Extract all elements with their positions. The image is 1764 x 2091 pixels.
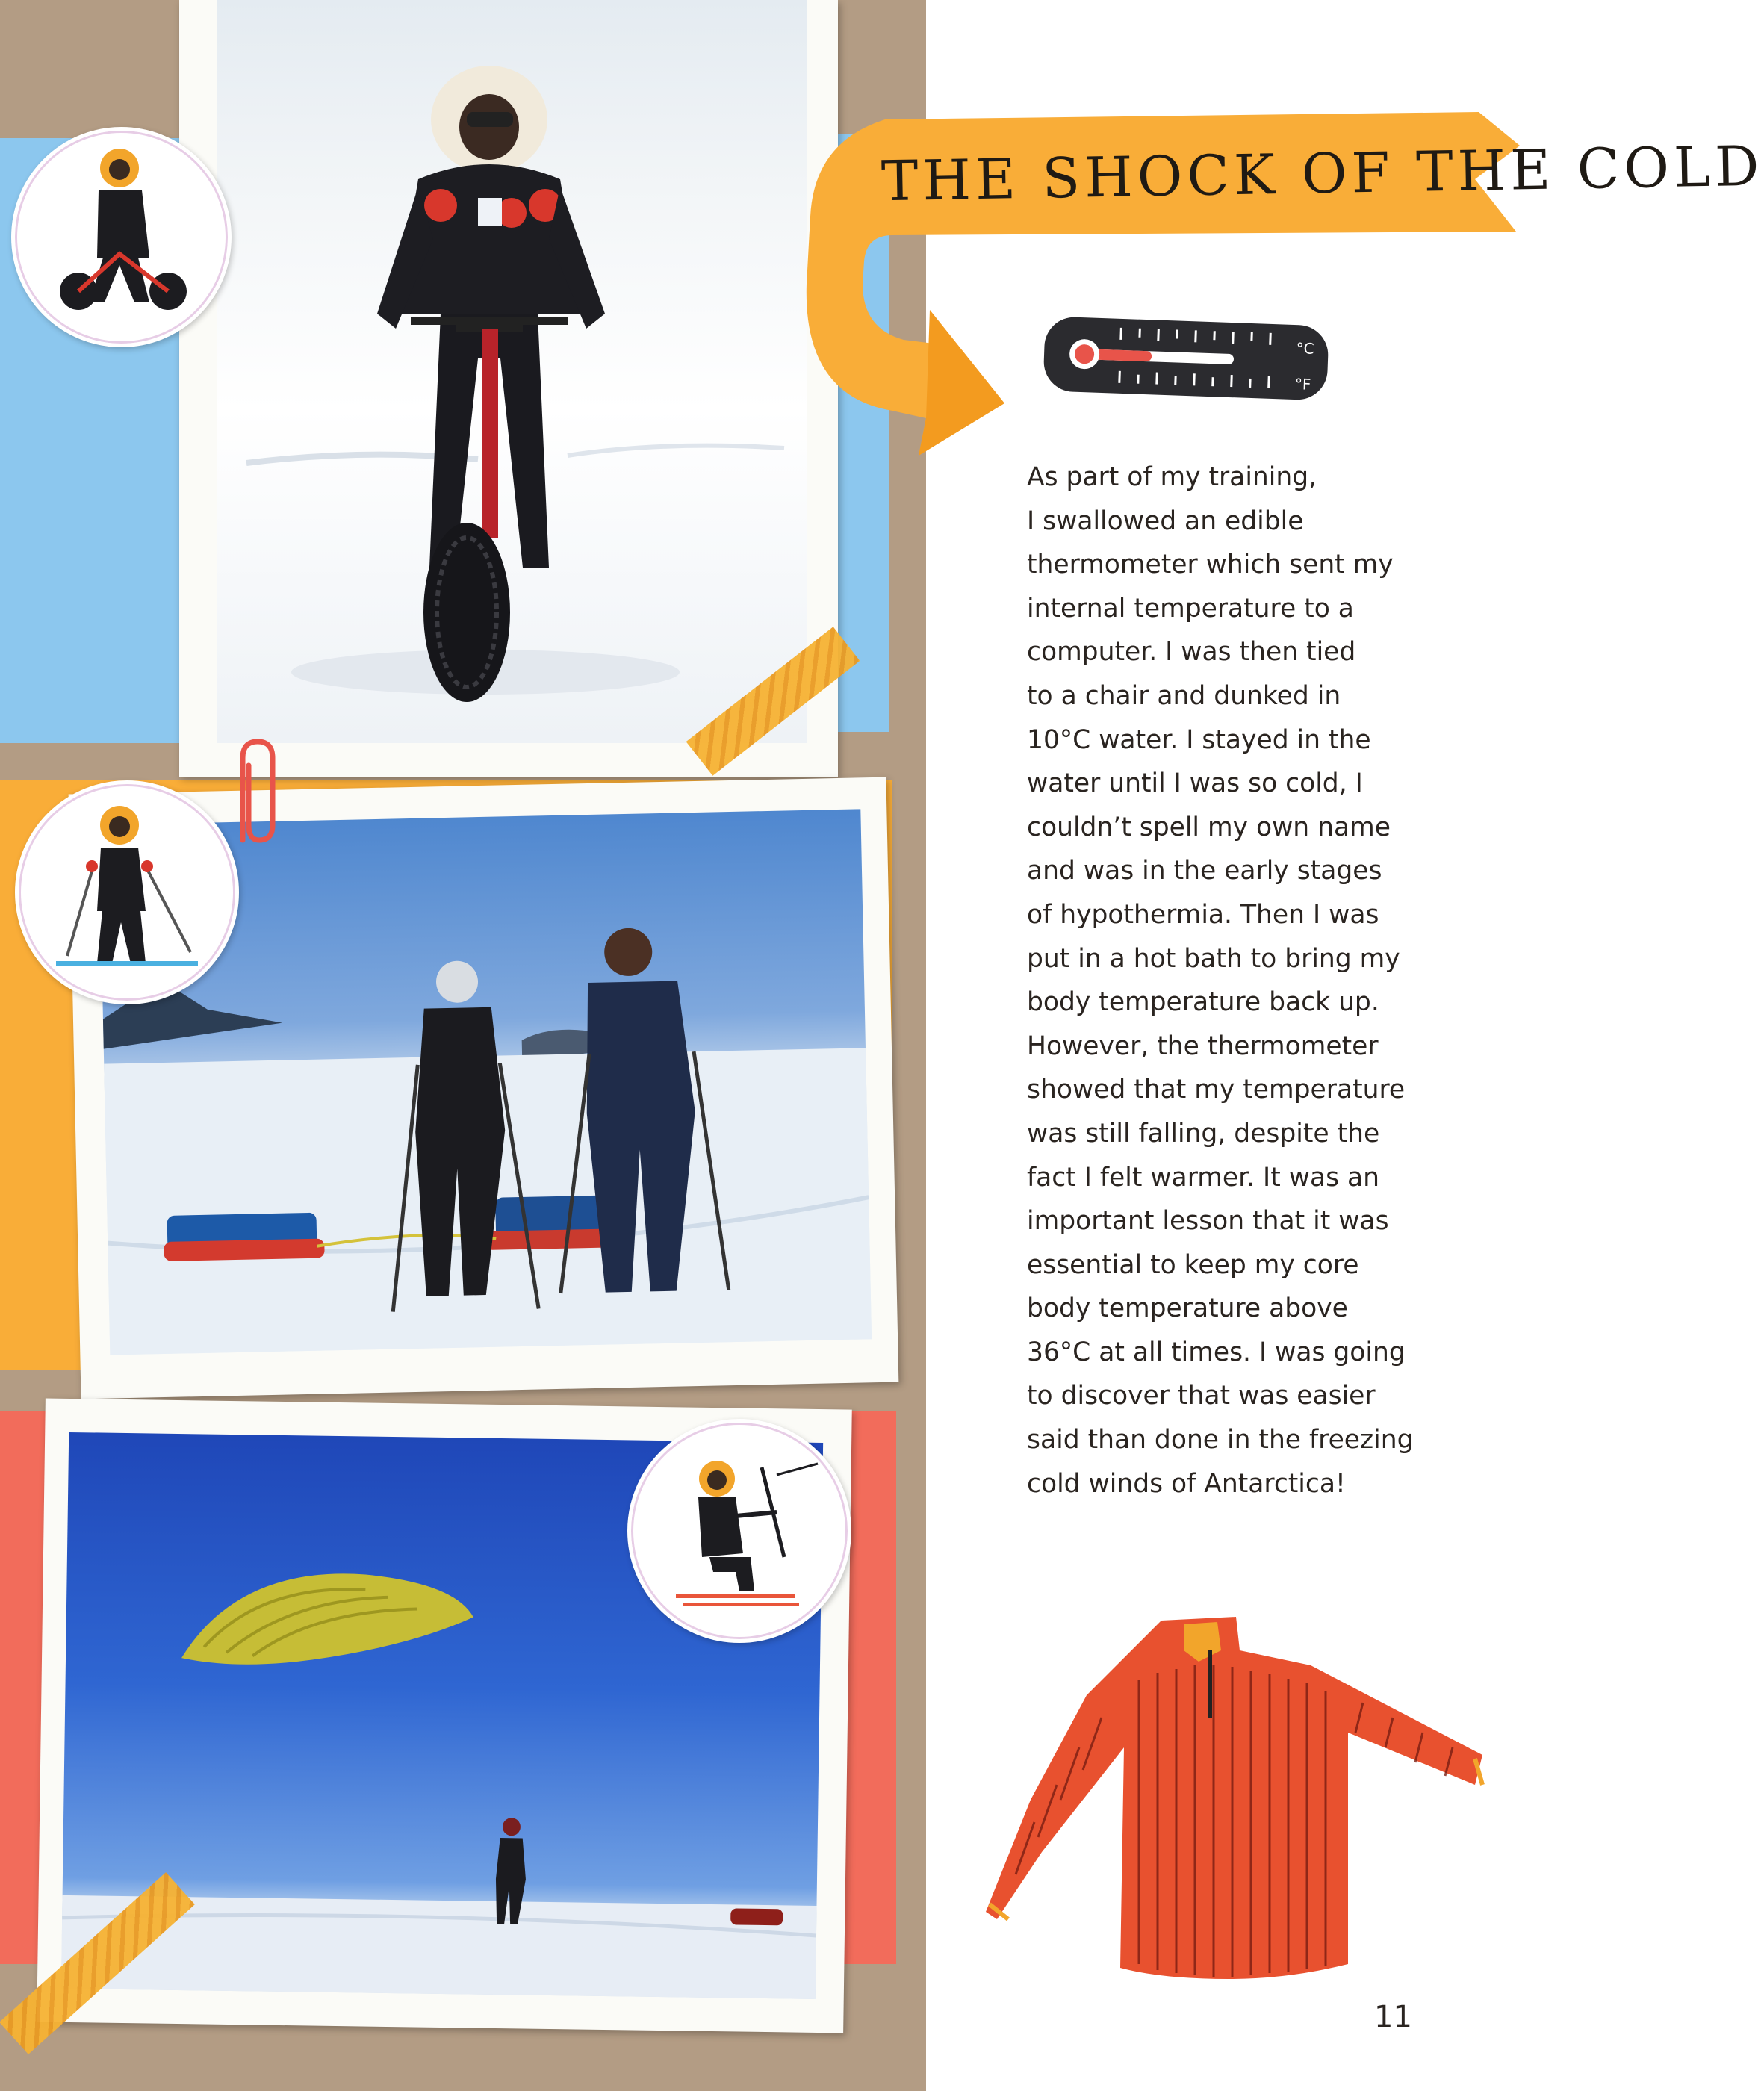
- thermometer-fahrenheit-label: °F: [1294, 375, 1311, 394]
- skier-icon: [19, 784, 235, 1001]
- body-paragraph: [1027, 456, 1415, 1506]
- body-line: fact I felt warmer. It was an: [1027, 1162, 1380, 1193]
- body-line: important lesson that it was: [1027, 1206, 1389, 1237]
- body-line: showed that my temperature: [1027, 1075, 1406, 1105]
- body-line: couldn’t spell my own name: [1027, 812, 1391, 842]
- body-line: to a chair and dunked in: [1027, 680, 1341, 711]
- body-line: water until I was so cold, I: [1027, 768, 1363, 799]
- kite-skier-icon: [631, 1423, 848, 1639]
- body-line: I swallowed an edible: [1027, 506, 1304, 536]
- kite-skier-badge: [627, 1419, 851, 1643]
- body-line: to discover that was easier: [1027, 1381, 1376, 1411]
- body-line: internal temperature to a: [1027, 593, 1354, 624]
- page-title: THE SHOCK OF THE COLD: [881, 134, 1764, 214]
- thermometer-icon: [1037, 308, 1338, 408]
- body-line: 10°C water. I stayed in the: [1027, 724, 1371, 755]
- body-line: However, the thermometer: [1027, 1031, 1379, 1061]
- orange-fleece-jacket-icon: [960, 1606, 1497, 1994]
- skier-badge: [15, 780, 239, 1004]
- bike-rider-badge: [11, 127, 232, 347]
- body-line: body temperature back up.: [1027, 987, 1379, 1018]
- fat-bike-photo: [217, 0, 807, 743]
- body-line: body temperature above: [1027, 1293, 1348, 1324]
- body-line: of hypothermia. Then I was: [1027, 899, 1379, 930]
- body-line: As part of my training,: [1027, 462, 1317, 492]
- thermometer-celsius-label: °C: [1296, 339, 1314, 358]
- page-number: 11: [1374, 2000, 1412, 2034]
- fat-bike-scene: [217, 0, 807, 743]
- body-line: said than done in the freezing: [1027, 1425, 1414, 1455]
- body-line: cold winds of Antarctica!: [1027, 1468, 1346, 1499]
- bike-rider-icon: [15, 131, 228, 344]
- paperclip-icon: [228, 736, 288, 855]
- body-line: 36°C at all times. I was going: [1027, 1337, 1406, 1367]
- body-line: and was in the early stages: [1027, 856, 1382, 886]
- photo-frame-bike: [179, 0, 838, 777]
- body-line: essential to keep my core: [1027, 1249, 1359, 1280]
- body-line: put in a hot bath to bring my: [1027, 943, 1400, 974]
- body-line: was still falling, despite the: [1027, 1118, 1380, 1149]
- body-line: computer. I was then tied: [1027, 637, 1356, 668]
- body-line: thermometer which sent my: [1027, 550, 1394, 580]
